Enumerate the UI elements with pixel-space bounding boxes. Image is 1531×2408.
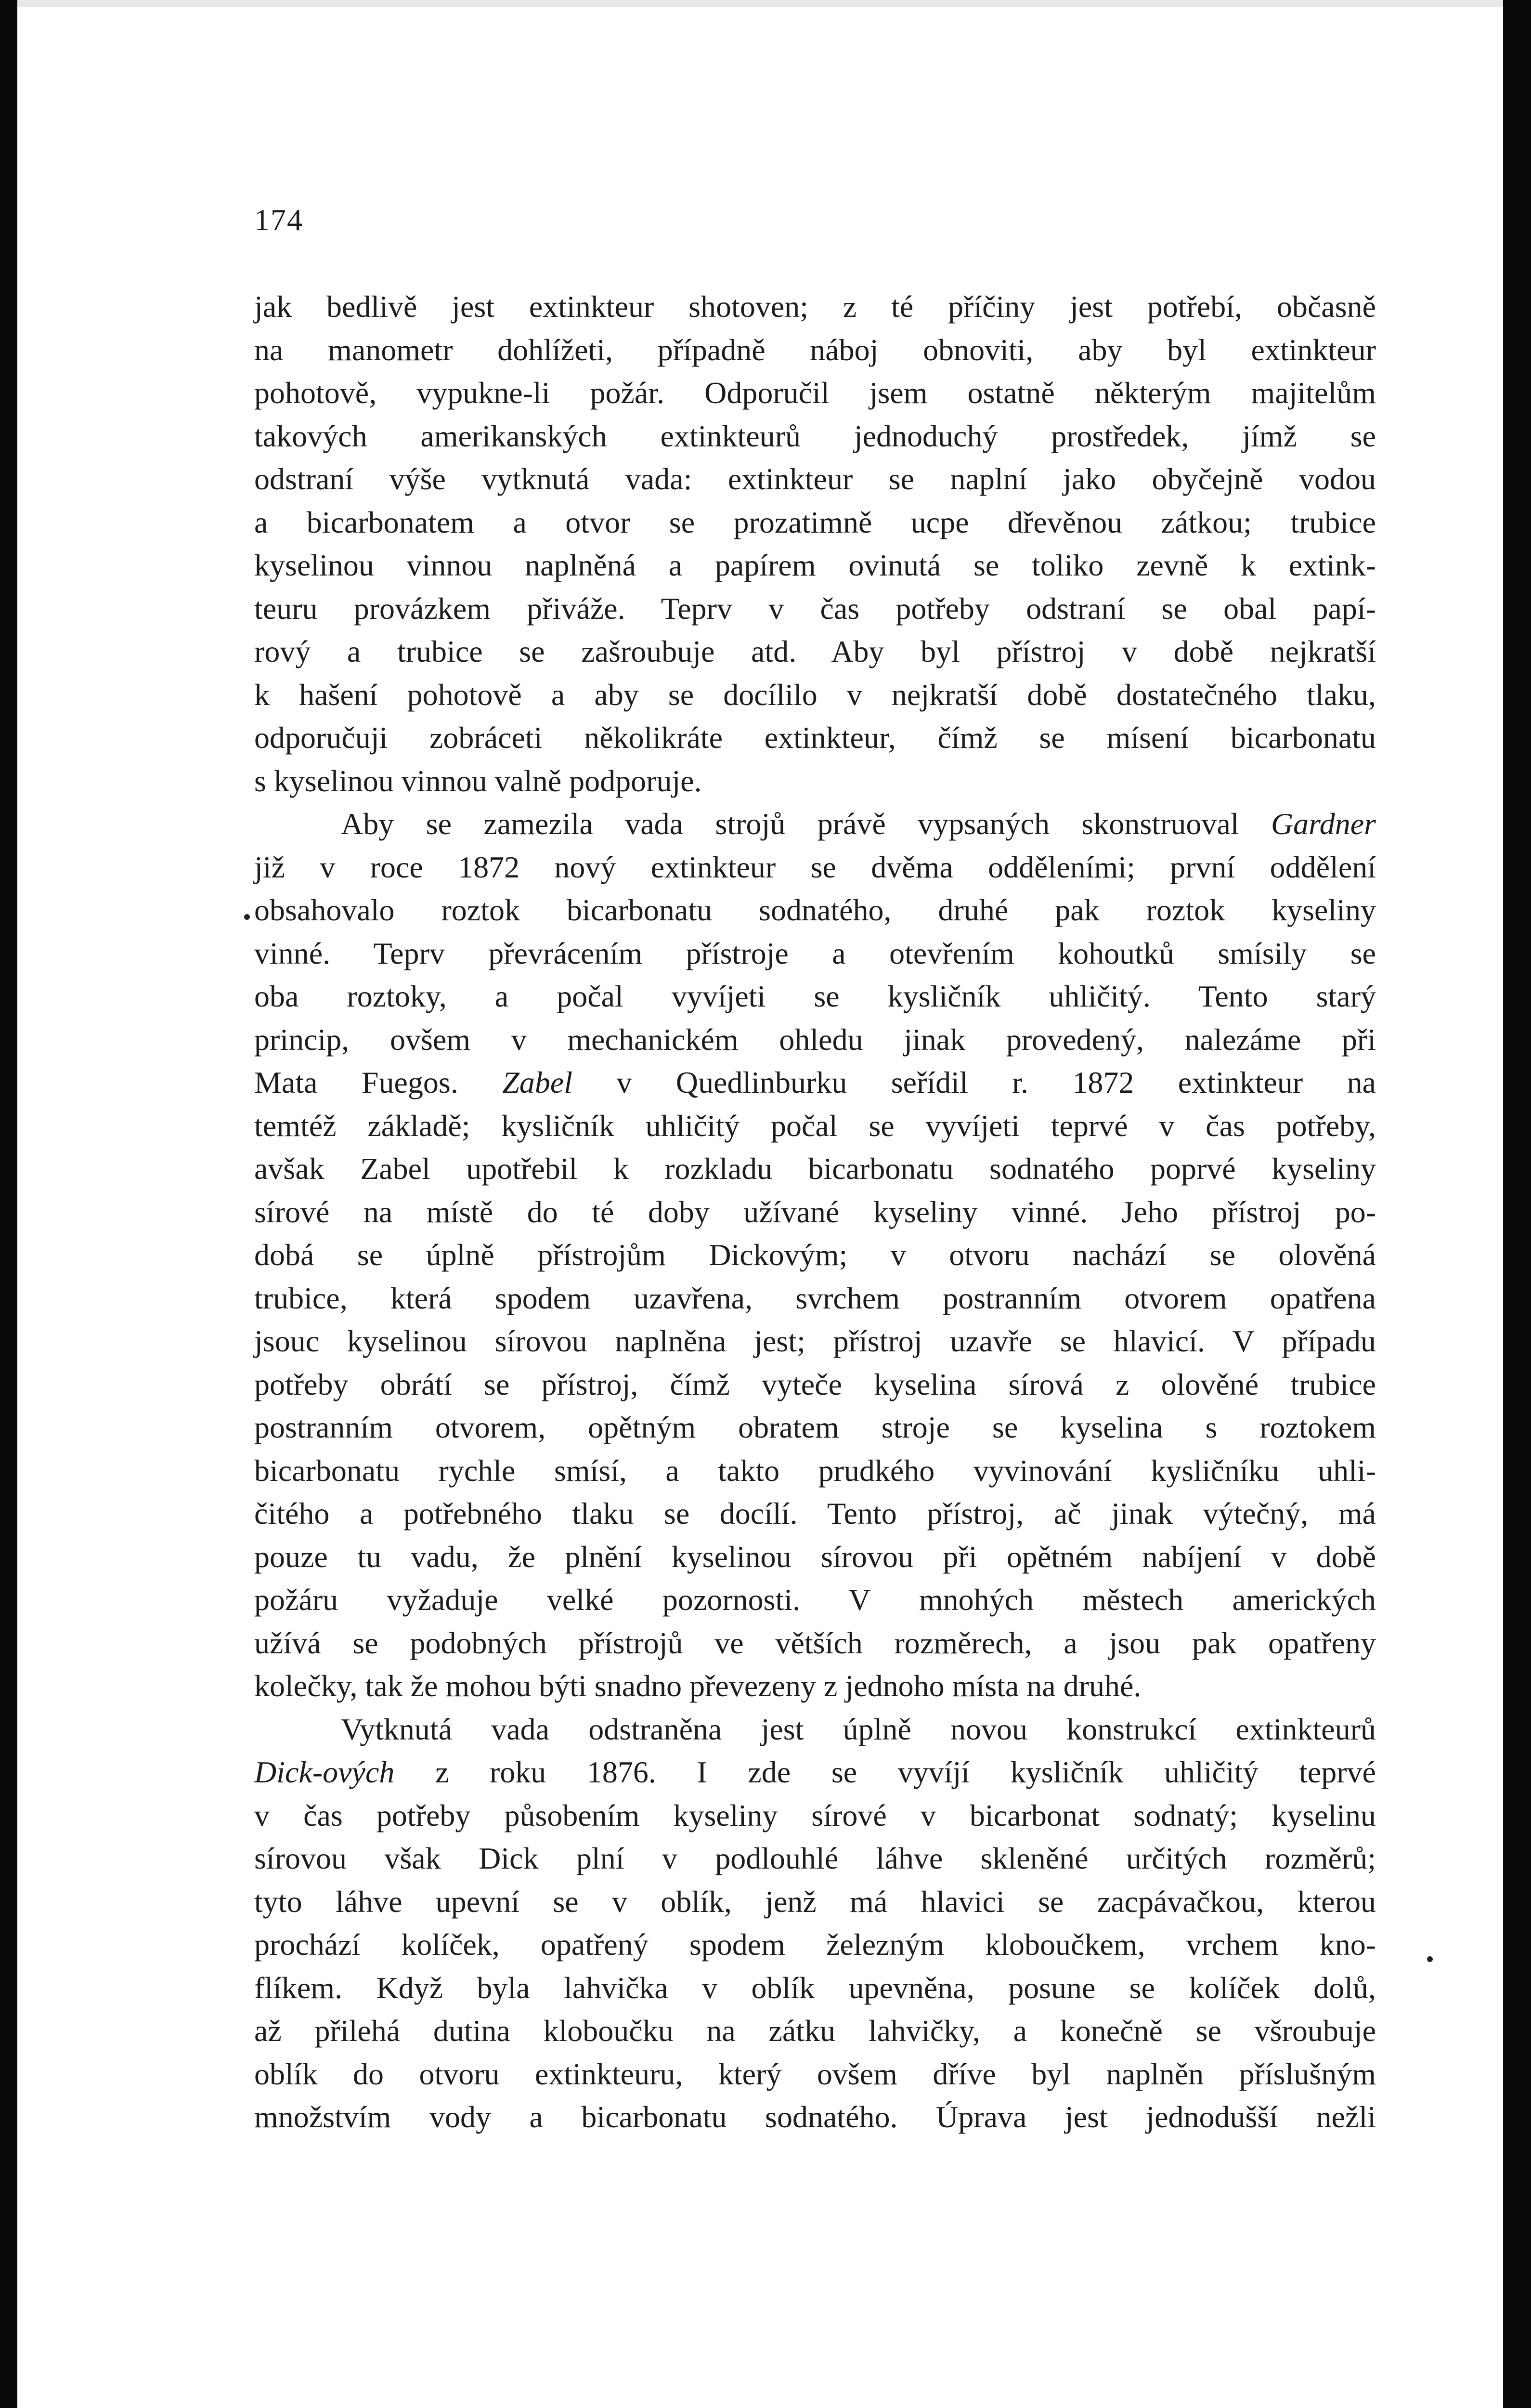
text-line: bicarbonatu rychle smísí, a takto prudkého vyvinování kysličníku uhli- xyxy=(254,1453,1376,1488)
italic-name: Dick-ových xyxy=(254,1755,395,1789)
text-line: požáru vyžaduje velké pozornosti. V mnohých městech amerických xyxy=(254,1583,1376,1617)
text-line: obsahovalo roztok bicarbonatu sodnatého, druhé pak roztok kyseliny xyxy=(254,893,1376,927)
text-line: sírovou však Dick plní v podlouhlé láhve skleněné určitých rozměrů; xyxy=(254,1841,1376,1875)
body-text xyxy=(254,285,1376,2139)
text-line: rový a trubice se zašroubuje atd. Aby byl přístroj v době nejkratší xyxy=(254,634,1376,668)
text-line: v čas potřeby působením kyseliny sírové v bicarbonat sodnatý; kyselinu xyxy=(254,1798,1376,1832)
text-line: pohotově, vypukne-li požár. Odporučil jsem ostatně některým majitelům xyxy=(254,376,1376,410)
scan-left-border xyxy=(0,0,17,2408)
text-line: oblík do otvoru extinkteuru, který ovšem dříve byl naplněn příslušným xyxy=(254,2056,1376,2091)
text-line: již v roce 1872 nový extinkteur se dvěma odděleními; první oddělení xyxy=(254,850,1376,884)
text-line: jak bedlivě jest extinkteur shotoven; z té příčiny jest potřebí, občasně xyxy=(254,289,1376,324)
text-line: jsouc kyselinou sírovou naplněna jest; přístroj uzavře se hlavicí. V případu xyxy=(254,1324,1376,1358)
stray-mark xyxy=(244,914,250,920)
text-line: temtéž základě; kysličník uhličitý počal se vyvíjeti teprvé v čas potřeby, xyxy=(254,1108,1376,1143)
text-line: Mata Fuegos. Zabel v Quedlinburku seřídil r. 1872 extinkteur na xyxy=(254,1065,1376,1099)
text-line: teuru provázkem přiváže. Teprv v čas potřeby odstraní se obal papí- xyxy=(254,591,1376,626)
text-line: množstvím vody a bicarbonatu sodnatého. Úprava jest jednodušší nežli xyxy=(254,2100,1376,2134)
scan-top-shade xyxy=(17,0,1503,7)
page-number: 174 xyxy=(254,203,303,237)
text-line: odstraní výše vytknutá vada: extinkteur se naplní jako obyčejně vodou xyxy=(254,462,1376,496)
text-line: avšak Zabel upotřebil k rozkladu bicarbonatu sodnatého poprvé kyseliny xyxy=(254,1152,1376,1186)
text-line: dobá se úplně přístrojům Dickovým; v otvoru nachází se olověná xyxy=(254,1238,1376,1272)
text-line: trubice, která spodem uzavřena, svrchem postranním otvorem opatřena xyxy=(254,1281,1376,1315)
text-line: Vytknutá vada odstraněna jest úplně novou konstrukcí extinkteurů xyxy=(341,1712,1376,1746)
text-line: k hašení pohotově a aby se docílilo v nejkratší době dostatečného tlaku, xyxy=(254,677,1376,712)
text-line: užívá se podobných přístrojů ve větších rozměrech, a jsou pak opatřeny xyxy=(254,1625,1376,1660)
text-line: až přilehá dutina kloboučku na zátku lahvičky, a konečně se všroubuje xyxy=(254,2014,1376,2048)
text-line: oba roztoky, a počal vyvíjeti se kysličník uhličitý. Tento starý xyxy=(254,979,1376,1013)
italic-name: Gardner xyxy=(1271,807,1376,841)
text-line: Aby se zamezila vada strojů právě vypsaných skonstruoval Gardner xyxy=(341,807,1376,841)
scan-right-border xyxy=(1503,0,1531,2408)
text-line: na manometr dohlížeti, případně náboj obnoviti, aby byl extinkteur xyxy=(254,332,1376,367)
text-line: Dick-ových z roku 1876. I zde se vyvíjí kysličník uhličitý teprvé xyxy=(254,1755,1376,1789)
text-line: pouze tu vadu, že plnění kyselinou sírovou při opětném nabíjení v době xyxy=(254,1539,1376,1574)
text-line: odporučuji zobráceti několikráte extinkteur, čímž se mísení bicarbonatu xyxy=(254,720,1376,755)
text-line: a bicarbonatem a otvor se prozatimně ucpe dřevěnou zátkou; trubice xyxy=(254,505,1376,539)
text-line: kolečky, tak že mohou býti snadno převezeny z jednoho místa na druhé. xyxy=(254,1669,1142,1703)
text-line: čitého a potřebného tlaku se docílí. Tento přístroj, ač jinak výtečný, má xyxy=(254,1496,1376,1531)
text-line: flíkem. Když byla lahvička v oblík upevněna, posune se kolíček dolů, xyxy=(254,1970,1376,2005)
text-line: tyto láhve upevní se v oblík, jenž má hlavici se zacpávačkou, kterou xyxy=(254,1884,1376,1919)
text-line: takových amerikanských extinkteurů jednoduchý prostředek, jímž se xyxy=(254,419,1376,453)
text-line: princip, ovšem v mechanickém ohledu jinak provedený, nalezáme při xyxy=(254,1022,1376,1057)
text-line: sírové na místě do té doby užívané kyseliny vinné. Jeho přístroj po- xyxy=(254,1194,1376,1229)
text-line: potřeby obrátí se přístroj, čímž vyteče kyselina sírová z olověné trubice xyxy=(254,1367,1376,1401)
text-line: s kyselinou vinnou valně podporuje. xyxy=(254,763,702,798)
text-line: kyselinou vinnou naplněná a papírem ovinutá se toliko zevně k extink- xyxy=(254,548,1376,582)
stray-mark xyxy=(1427,1956,1433,1962)
text-line: prochází kolíček, opatřený spodem železným kloboučkem, vrchem kno- xyxy=(254,1927,1376,1962)
text-line: vinné. Teprv převrácením přístroje a otevřením kohoutků smísily se xyxy=(254,936,1376,970)
text-line: postranním otvorem, opětným obratem stroje se kyselina s roztokem xyxy=(254,1410,1376,1444)
italic-name: Zabel xyxy=(502,1065,573,1099)
